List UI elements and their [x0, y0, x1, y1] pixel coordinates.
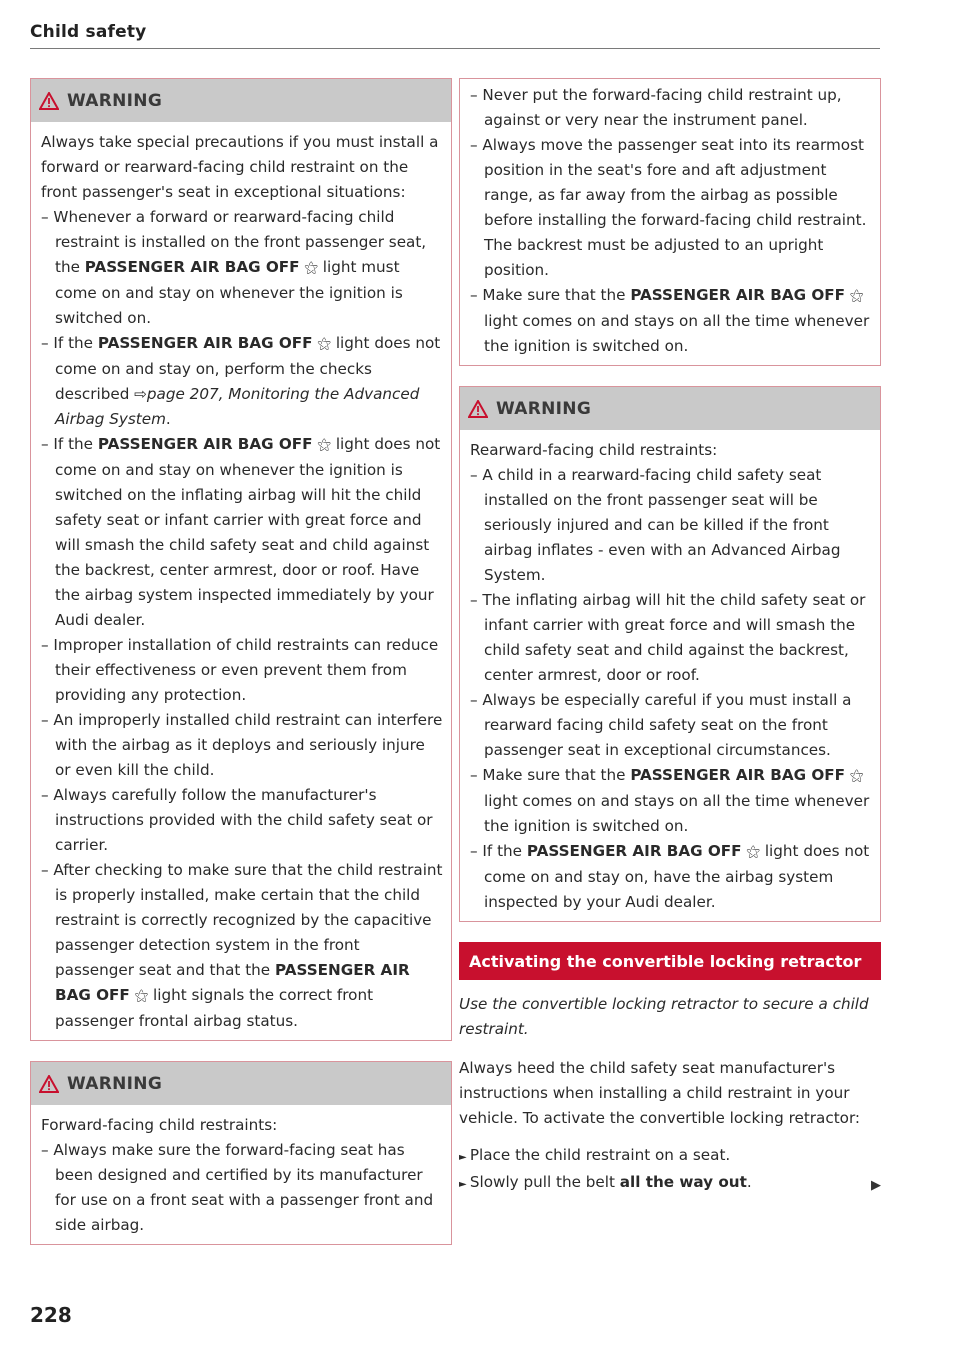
warning-box-2 — [30, 1061, 452, 1245]
warning-bullet: – If the PASSENGER AIR BAG OFF ⚝ light does not come on and stay on, have the airbag system inspected by your Audi dealer. — [470, 839, 872, 915]
warning-title: WARNING — [496, 398, 592, 419]
page-header — [30, 22, 880, 49]
warning-intro: Rearward-facing child restraints: — [470, 441, 718, 459]
warning-bullet: – Make sure that the PASSENGER AIR BAG OFF ⚝ light comes on and stays on all the time whenever the ignition is switched on. — [470, 763, 872, 839]
warning-bullet: – Never put the forward-facing child restraint up, against or very near the instrument panel. — [470, 83, 872, 133]
warning-bullet: – If the PASSENGER AIR BAG OFF ⚝ light does not come on and stay on whenever the ignition is switched on the inflating airbag will hit the child safety seat or infant carrier with great force and will smash the child safety seat and child against the backrest, center armrest, door or roof. Have the airbag system inspected immediately by your Audi dealer. — [41, 432, 443, 633]
warning-body — [31, 122, 451, 1040]
warning-bullet: – The inflating airbag will hit the child safety seat or infant carrier with great force and will smash the child safety seat and child against the backrest, center armrest, door or roof. — [470, 588, 872, 688]
passenger-airbag-off-icon: ⚝ — [304, 260, 318, 276]
passenger-airbag-off-icon: ⚝ — [849, 768, 864, 784]
warning-bullet: – An improperly installed child restraint can interfere with the airbag as it deploys and seriously injure or even kill the child. — [41, 708, 443, 783]
warning-bullet: – Make sure that the PASSENGER AIR BAG OFF ⚝ light comes on and stays on all the time whenever the ignition is switched on. — [470, 283, 872, 359]
warning-intro: Forward-facing child restraints: — [41, 1116, 278, 1134]
warning-bullet: – Always make sure the forward-facing seat has been designed and certified by its manufacturer for use on a front seat with a passenger front and side airbag. — [41, 1138, 443, 1238]
section-intro: Use the convertible locking retractor to secure a child restraint. — [459, 995, 869, 1038]
left-column — [30, 78, 452, 1265]
warning-triangle-icon — [39, 92, 59, 110]
warning-continuation-box — [459, 78, 881, 366]
instruction-step: ► Slowly pull the belt all the way out. — [459, 1170, 881, 1197]
warning-bullet: – If the PASSENGER AIR BAG OFF ⚝ light does not come on and stay on, perform the checks described ⇨page 207, Monitoring the Advanced Airbag System. — [41, 331, 443, 432]
page-number: 228 — [30, 1303, 72, 1327]
page-ref-arrow: ⇨ — [134, 385, 147, 403]
warning-body — [31, 1105, 451, 1244]
warning-header — [31, 79, 451, 122]
warning-intro: Always take special precautions if you must install a forward or rearward-facing child restraint on the front passenger's seat in exceptional situations: — [41, 133, 439, 201]
section-title: Child safety — [30, 22, 147, 42]
passenger-airbag-off-icon: ⚝ — [134, 988, 149, 1004]
warning-body — [460, 430, 880, 921]
passenger-airbag-off-icon: ⚝ — [849, 288, 864, 304]
section-heading-bar — [459, 942, 881, 980]
warning-bullet: – After checking to make sure that the child restraint is properly installed, make certain that the child restraint is correctly recognized by the capacitive passenger detection system in the front passenger seat and that the PASSENGER AIR BAG OFF ⚝ light signals the correct front passenger frontal airbag status. — [41, 858, 443, 1034]
instruction-step: ► Place the child restraint on a seat. — [459, 1143, 881, 1170]
warning-body — [460, 79, 880, 365]
warning-bullet: – Whenever a forward or rearward-facing child restraint is installed on the front passenger seat, the PASSENGER AIR BAG OFF ⚝ light must come on and stay on whenever the ignition is switched on. — [41, 205, 443, 331]
right-column — [459, 78, 881, 1197]
warning-triangle-icon — [468, 400, 488, 418]
warning-box-3 — [459, 386, 881, 922]
continue-arrow-icon: ▶ — [871, 1178, 881, 1193]
passenger-airbag-off-icon: ⚝ — [317, 437, 331, 453]
warning-box-1 — [30, 78, 452, 1041]
warning-bullet: – Always move the passenger seat into its rearmost position in the seat's fore and aft adjustment range, as far away from the airbag as possible before installing the forward-facing child restraint. The backrest must be adjusted to an upright position. — [470, 133, 872, 283]
passenger-airbag-off-icon: ⚝ — [317, 336, 331, 352]
warning-bullet: – A child in a rearward-facing child safety seat installed on the front passenger seat will be seriously injured and can be killed if the front airbag inflates - even with an Advanced Airbag System. — [470, 463, 872, 588]
section-paragraph: Always heed the child safety seat manufacturer's instructions when installing a child restraint in your vehicle. To activate the convertible locking retractor: — [459, 1059, 861, 1127]
warning-header — [460, 387, 880, 430]
section-heading: Activating the convertible locking retractor — [469, 951, 862, 971]
warning-bullet: – Always carefully follow the manufacturer's instructions provided with the child safety seat or carrier. — [41, 783, 443, 858]
warning-bullet: – Always be especially careful if you must install a rearward facing child safety seat on the front passenger seat in exceptional circumstances. — [470, 688, 872, 763]
warning-title: WARNING — [67, 90, 163, 111]
warning-title: WARNING — [67, 1073, 163, 1094]
passenger-airbag-off-icon: ⚝ — [746, 844, 760, 860]
warning-bullet: – Improper installation of child restraints can reduce their effectiveness or even prevent them from providing any protection. — [41, 633, 443, 708]
warning-header — [31, 1062, 451, 1105]
warning-triangle-icon — [39, 1075, 59, 1093]
page-reference-link[interactable]: page 207, Monitoring the Advanced Airbag System — [55, 385, 420, 428]
